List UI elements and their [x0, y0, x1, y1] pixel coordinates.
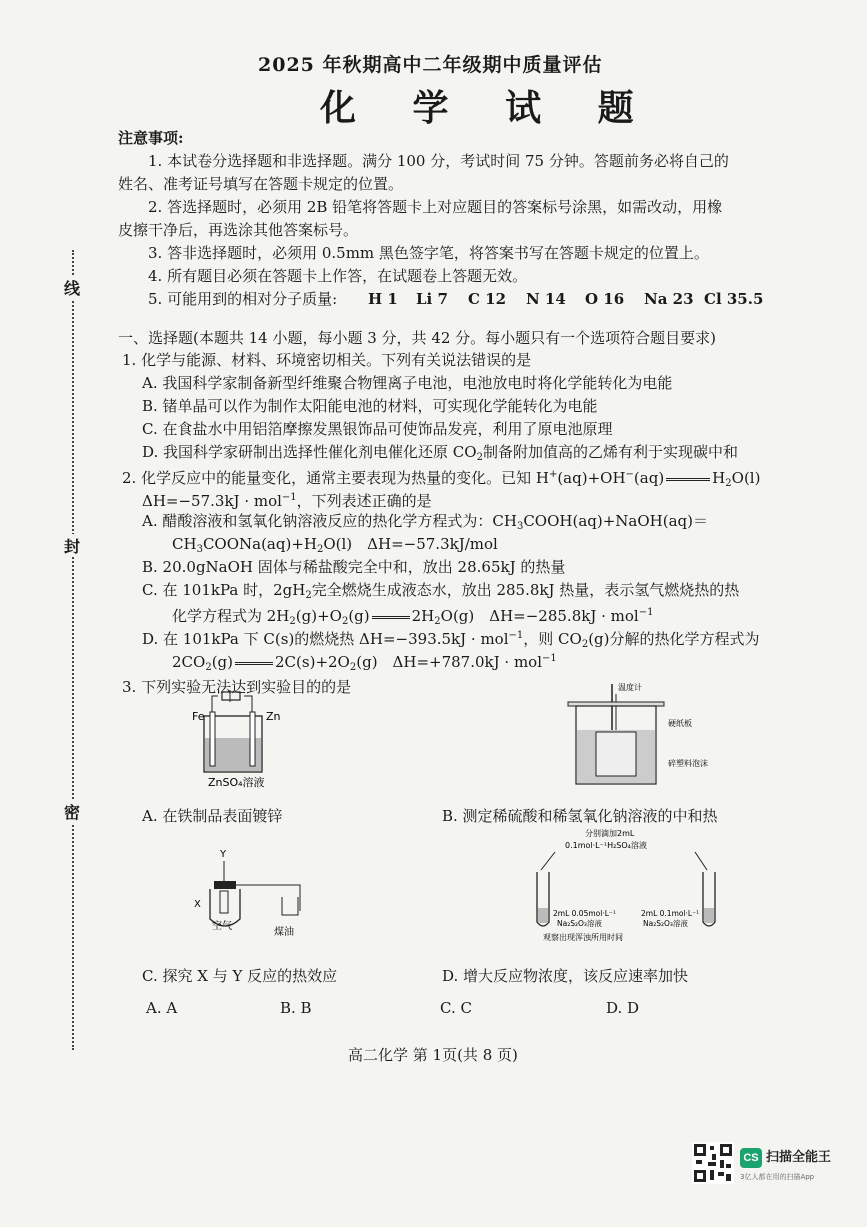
- fig-c-y-label: Y: [220, 849, 227, 860]
- fig-d-top-label-2: 0.1mol·L⁻¹H₂SO₄溶液: [565, 841, 647, 850]
- q2-option-d-line2: $2CO_2(g)$ $2C(s)+2O_2(g)$ ΔH=+787.0kJ · mol$^{-1}$: [172, 653, 557, 673]
- q1-option-b: B. 锗单晶可以作为制作太阳能电池的材料，可实现化学能转化为电能: [142, 397, 598, 415]
- fig-d-bottom-label: 观察出现浑浊所用时间: [543, 933, 623, 942]
- q2-option-c-line1: C. 在 101kPa 时，$2gH_2$完全燃烧生成液态水，放出 285.8kJ 热量，表示氢气燃烧热的热: [142, 581, 740, 601]
- q2-option-b: B. 20.0gNaOH 固体与稀盐酸完全中和，放出 28.65kJ 的热量: [142, 558, 566, 576]
- q2-stem: 2. 化学反应中的能量变化，通常主要表现为热量的变化。已知 H+(aq)+OH−(aq) $H_2O(l)$: [122, 469, 761, 489]
- fig-b-board-label: 硬纸板: [668, 719, 692, 728]
- stopper: [214, 881, 236, 889]
- margin-char-feng: 封: [64, 534, 80, 557]
- subject-title: 化 学 试 题: [320, 87, 656, 129]
- q2-option-c-line2: 化学方程式为 $2H_2(g)+O_2(g)$ $2H_2O(g)$ ΔH=−285.8kJ · mol$^{-1}$: [172, 607, 654, 627]
- q1-option-d: D. 我国科学家研制出选择性催化剂电催化还原 $CO_2$制备附加值高的乙烯有利于实现碳中和: [142, 443, 738, 463]
- mass-cl: Cl 35.5: [704, 290, 764, 308]
- fig-c-air-label: 空气: [212, 921, 232, 932]
- note-masses-label: 5. 可能用到的相对分子质量:: [148, 290, 338, 308]
- figure-c-heat-effect: [190, 845, 320, 940]
- mass-li: Li 7: [416, 290, 448, 308]
- camscanner-name: 扫描全能王: [766, 1150, 832, 1165]
- q3-caption-a: A. 在铁制品表面镀锌: [142, 807, 283, 825]
- section-heading: 一、选择题(本题共 14 小题，每小题 3 分，共 42 分。每小题只有一个选项符合题目要求): [118, 329, 717, 347]
- mass-o: O 16: [585, 290, 625, 308]
- q3-option-c: C. C: [440, 999, 472, 1017]
- q3-caption-c: C. 探究 X 与 Y 反应的热效应: [142, 967, 338, 985]
- q3-option-d: D. D: [606, 999, 640, 1017]
- fig-d-right-label-1: 2mL 0.1mol·L⁻¹: [641, 909, 700, 918]
- fig-d-left-label-1: 2mL 0.05mol·L⁻¹: [553, 909, 616, 918]
- fig-c-oil-label: 煤油: [274, 927, 294, 938]
- zn-electrode: [250, 712, 255, 766]
- fig-d-left-label-2: Na₂S₂O₃溶液: [557, 919, 602, 928]
- fig-c-x-label: X: [194, 899, 201, 910]
- fig-a-solution-label: ZnSO₄溶液: [208, 776, 265, 788]
- battery-symbol: [222, 692, 240, 700]
- q3-stem: 3. 下列实验无法达到实验目的的是: [122, 678, 352, 696]
- q2-delta-h: ΔH=−57.3kJ · mol$^{-1}$，下列表述正确的是: [142, 492, 432, 510]
- exam-title: 2025 年秋期高中二年级期中质量评估: [258, 54, 603, 76]
- mass-na: Na 23: [644, 290, 694, 308]
- note-line-3: 2. 答选择题时，必须用 2B 铅笔将答题卡上对应题目的答案标号涂黑，如需改动，用橡: [148, 198, 723, 216]
- qr-code-icon: [692, 1142, 734, 1184]
- margin-char-xian: 线: [64, 276, 80, 299]
- fe-electrode: [210, 712, 215, 766]
- note-line-1: 1. 本试卷分选择题和非选择题。满分 100 分，考试时间 75 分钟。答题前务必将自己的: [148, 152, 729, 170]
- figure-d-rate: [525, 826, 735, 944]
- q3-option-a: A. A: [146, 999, 178, 1017]
- camscanner-logo: CS: [740, 1148, 762, 1168]
- note-line-2: 姓名、准考证号填写在答题卡规定的位置。: [118, 175, 404, 193]
- note-line-5: 3. 答非选择题时，必须用 0.5mm 黑色签字笔，将答案书写在答题卡规定的位置上。: [148, 244, 709, 262]
- q3-caption-b: B. 测定稀硫酸和稀氢氧化钠溶液的中和热: [442, 807, 718, 825]
- camscanner-tagline: 3亿人都在用的扫描App: [740, 1173, 815, 1181]
- fig-b-foam-label: 碎塑料泡沫: [668, 759, 708, 768]
- q1-option-a: A. 我国科学家制备新型纤维聚合物锂离子电池，电池放电时将化学能转化为电能: [142, 374, 673, 392]
- figure-b-calorimeter: [560, 680, 720, 800]
- q1-stem: 1. 化学与能源、材料、环境密切相关。下列有关说法错误的是: [122, 351, 532, 369]
- q3-option-b: B. B: [280, 999, 312, 1017]
- page-footer: 高二化学 第 1页(共 8 页): [348, 1046, 518, 1064]
- fig-a-zn-label: Zn: [266, 710, 281, 723]
- q2-option-a-line2: $CH_3COONa(aq)+H_2O(l)$ ΔH=−57.3kJ/mol: [172, 535, 498, 555]
- fig-d-top-label-1: 分别滴加2mL: [585, 829, 635, 838]
- notes-heading: 注意事项:: [118, 129, 184, 147]
- q2-option-d-line1: D. 在 101kPa 下 C(s)的燃烧热 ΔH=−393.5kJ · mol$^{-1}$，则 $CO_2(g)$分解的热化学方程式为: [142, 630, 760, 650]
- q2-option-a-line1: A. 醋酸溶液和氢氧化钠溶液反应的热化学方程式为：$CH_3COOH(aq)+NaOH(aq)=$: [142, 512, 708, 532]
- figure-a-electroplating: [190, 688, 300, 788]
- inner-beaker: [596, 732, 636, 776]
- fig-d-right-label-2: Na₂S₂O₃溶液: [643, 919, 688, 928]
- mass-n: N 14: [526, 290, 566, 308]
- mass-h: H 1: [368, 290, 398, 308]
- note-line-4: 皮擦干净后，再选涂其他答案标号。: [118, 221, 359, 239]
- note-line-6: 4. 所有题目必须在答题卡上作答，在试题卷上答题无效。: [148, 267, 528, 285]
- mass-c: C 12: [468, 290, 507, 308]
- margin-char-mi: 密: [64, 800, 80, 823]
- fig-a-fe-label: Fe: [192, 710, 205, 723]
- fig-b-thermometer-label: 温度计: [618, 683, 642, 692]
- q3-caption-d: D. 增大反应物浓度，该反应速率加快: [442, 967, 689, 985]
- binding-dotted-line: [72, 250, 74, 1050]
- q1-option-c: C. 在食盐水中用铝箔摩擦发黑银饰品可使饰品发亮，利用了原电池原理: [142, 420, 613, 438]
- u-tube: [282, 897, 298, 915]
